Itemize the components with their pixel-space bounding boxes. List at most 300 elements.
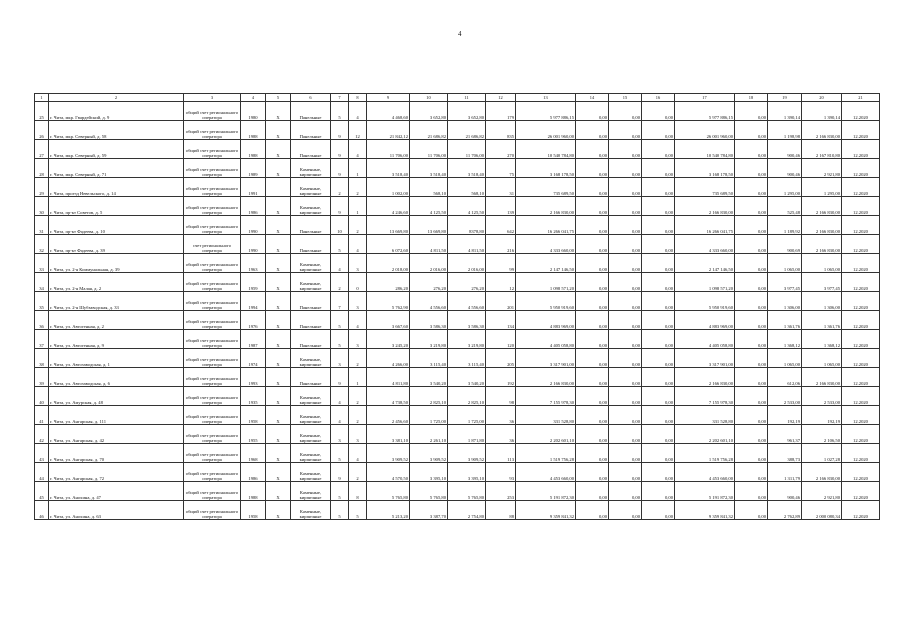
table-cell: 9 <box>331 121 349 140</box>
table-cell: 1 361,76 <box>802 311 842 330</box>
table-cell: 735 689,50 <box>516 178 576 197</box>
table-cell: 1988 <box>241 482 266 501</box>
table-cell: 1988 <box>241 121 266 140</box>
table-cell: Х <box>266 235 291 254</box>
table-cell: 28 <box>35 159 49 178</box>
table-cell: 0,00 <box>642 330 675 349</box>
table-cell: 12.2020 <box>842 368 880 387</box>
column-number: 8 <box>349 94 367 102</box>
table-cell: 7 155 978,30 <box>675 387 735 406</box>
table-cell: 4 333 660,00 <box>516 235 576 254</box>
column-number: 15 <box>609 94 642 102</box>
table-row <box>35 349 880 368</box>
table-cell: 0,00 <box>642 311 675 330</box>
column-number: 13 <box>516 94 576 102</box>
table-cell: 0,00 <box>609 330 642 349</box>
table-cell: 1987 <box>241 330 266 349</box>
table-cell: Х <box>266 349 291 368</box>
table-cell: общий счет регионального оператора <box>184 463 241 482</box>
table-cell: 0,00 <box>735 387 768 406</box>
table-cell: 4 811,50 <box>448 235 486 254</box>
table-cell: 12.2020 <box>842 159 880 178</box>
table-cell: 2 762,89 <box>768 501 802 520</box>
table-cell: 0,00 <box>642 197 675 216</box>
table-cell: 2 533,00 <box>768 387 802 406</box>
table-row <box>35 121 880 140</box>
table-cell: Панельные <box>291 102 331 121</box>
table-cell: г. Чита, ул. 2-я Коммунальная, д. 39 <box>49 254 184 273</box>
table-cell: 1 027,28 <box>802 444 842 463</box>
table-cell: 0,00 <box>642 406 675 425</box>
table-cell: 12.2020 <box>842 254 880 273</box>
table-cell: 0,00 <box>576 197 609 216</box>
table-cell: 4 <box>349 311 367 330</box>
table-cell: Каменные, кирпичные <box>291 444 331 463</box>
table-cell: 1 390,14 <box>802 102 842 121</box>
table-cell: 12 <box>349 121 367 140</box>
column-number: 3 <box>184 94 241 102</box>
table-cell: 7 <box>331 292 349 311</box>
table-cell: 0,00 <box>609 235 642 254</box>
table-cell: 2 456,60 <box>367 406 410 425</box>
table-cell: 10 540 784,80 <box>675 140 735 159</box>
table-cell: 0,00 <box>735 216 768 235</box>
table-cell: 0,00 <box>735 444 768 463</box>
register-table <box>34 93 880 520</box>
table-cell: 4 125,50 <box>448 197 486 216</box>
table-cell: 12.2020 <box>842 387 880 406</box>
table-cell: 276,20 <box>410 273 448 292</box>
table-row <box>35 216 880 235</box>
table-cell: 0,00 <box>609 121 642 140</box>
table-cell: общий счет регионального оператора <box>184 482 241 501</box>
table-cell: 1958 <box>241 501 266 520</box>
table-cell: 30 <box>35 197 49 216</box>
table-cell: общий счет регионального оператора <box>184 425 241 444</box>
table-cell: 2 106,50 <box>802 425 842 444</box>
table-cell: 5 950 919,60 <box>675 292 735 311</box>
table-cell: 0,00 <box>642 387 675 406</box>
table-cell: 2 167 810,80 <box>802 140 842 159</box>
table-cell: 5 977 886,15 <box>516 102 576 121</box>
table-cell: Х <box>266 292 291 311</box>
table-cell: 1968 <box>241 444 266 463</box>
table-cell: 5 <box>331 311 349 330</box>
table-cell: 11 706,00 <box>367 140 410 159</box>
table-cell: 1 306,00 <box>802 292 842 311</box>
table-cell: общий счет регионального оператора <box>184 292 241 311</box>
table-cell: 0,00 <box>642 368 675 387</box>
table-row <box>35 425 880 444</box>
table-cell: 0,00 <box>735 406 768 425</box>
table-cell: 4 125,50 <box>410 197 448 216</box>
table-cell: 2 <box>331 178 349 197</box>
table-cell: 331 528,80 <box>675 406 735 425</box>
table-cell: г. Чита, ул. Ангарская, д. 111 <box>49 406 184 425</box>
table-cell: 0,00 <box>735 197 768 216</box>
table-cell: 0,00 <box>609 463 642 482</box>
table-cell: 34 <box>35 273 49 292</box>
column-number: 14 <box>576 94 609 102</box>
table-cell: 4 405 058,80 <box>675 330 735 349</box>
table-cell: 12.2020 <box>842 216 880 235</box>
table-cell: 26 001 960,00 <box>516 121 576 140</box>
table-cell: 3 667,60 <box>367 311 410 330</box>
table-cell: 12.2020 <box>842 463 880 482</box>
table-row <box>35 444 880 463</box>
table-cell: 1986 <box>241 197 266 216</box>
table-cell: 0,00 <box>735 254 768 273</box>
table-row <box>35 501 880 520</box>
table-cell: Х <box>266 387 291 406</box>
table-cell: 0,00 <box>609 444 642 463</box>
table-cell: 0,00 <box>642 425 675 444</box>
table-cell: 9 359 841,32 <box>516 501 576 520</box>
table-cell: 2 166 830,00 <box>802 368 842 387</box>
table-cell: 2 166 830,00 <box>675 368 735 387</box>
table-cell: 1990 <box>241 235 266 254</box>
table-cell: 0,00 <box>609 482 642 501</box>
table-cell: 2 166 830,00 <box>516 197 576 216</box>
table-row <box>35 102 880 121</box>
table-cell: общий счет регионального оператора <box>184 501 241 520</box>
table-cell: 0,00 <box>609 501 642 520</box>
table-cell: 0,00 <box>609 159 642 178</box>
table-cell: 1991 <box>241 178 266 197</box>
table-cell: 1935 <box>241 387 266 406</box>
table-cell: 0,00 <box>642 292 675 311</box>
table-cell: 525,48 <box>768 197 802 216</box>
table-cell: 4 453 660,00 <box>516 463 576 482</box>
table-cell: 11 706,00 <box>448 140 486 159</box>
table-cell: 0,00 <box>735 140 768 159</box>
table-cell: 36 <box>35 311 49 330</box>
table-cell: 0,00 <box>576 216 609 235</box>
table-cell: 5 <box>331 444 349 463</box>
table-cell: 0,00 <box>609 273 642 292</box>
table-cell <box>266 178 291 197</box>
table-cell: 3 652,80 <box>410 102 448 121</box>
table-cell: 0,00 <box>735 501 768 520</box>
table-cell: Х <box>266 368 291 387</box>
table-cell: 3 652,80 <box>448 102 486 121</box>
column-number: 4 <box>241 94 266 102</box>
table-cell: г. Чита, пр-кт Фадеева, д. 39 <box>49 235 184 254</box>
table-cell: 21 842,12 <box>367 121 410 140</box>
table-cell: 6 072,60 <box>367 235 410 254</box>
table-cell: 3 <box>349 330 367 349</box>
table-cell: Каменные, кирпичные <box>291 463 331 482</box>
table-cell: 2 <box>349 463 367 482</box>
table-cell: общий счет регионального оператора <box>184 349 241 368</box>
table-cell: 12.2020 <box>842 311 880 330</box>
table-cell: 4 556,60 <box>410 292 448 311</box>
table-cell: 1989 <box>241 159 266 178</box>
table-cell: 16 266 041,75 <box>516 216 576 235</box>
table-cell: 2 166 830,00 <box>675 197 735 216</box>
table-cell: 192,19 <box>802 406 842 425</box>
table-cell: 5 <box>331 102 349 121</box>
table-cell: 3 <box>331 349 349 368</box>
table-cell: Х <box>266 406 291 425</box>
table-cell: 113 <box>486 444 516 463</box>
table-cell: 568,10 <box>410 178 448 197</box>
table-cell: 31 <box>35 216 49 235</box>
table-cell: 93 <box>486 463 516 482</box>
table-cell: 1 002,00 <box>367 178 410 197</box>
table-cell: 3 168 178,50 <box>675 159 735 178</box>
column-number: 19 <box>768 94 802 102</box>
table-cell: 0,00 <box>576 273 609 292</box>
table-cell: 0,00 <box>735 159 768 178</box>
table-cell: 5 950 919,60 <box>516 292 576 311</box>
table-cell: 4 <box>331 406 349 425</box>
table-cell: 12.2020 <box>842 482 880 501</box>
table-cell: 2 754,80 <box>448 501 486 520</box>
table-cell: 8 <box>349 482 367 501</box>
table-cell: 0,00 <box>735 368 768 387</box>
table-cell: 0,00 <box>576 159 609 178</box>
table-cell: 1 <box>349 368 367 387</box>
table-cell: 5 <box>349 501 367 520</box>
table-cell: 8378,80 <box>448 216 486 235</box>
table-cell: 0,00 <box>735 178 768 197</box>
table-cell: 4 883 969,00 <box>516 311 576 330</box>
table-cell: 33 <box>35 254 49 273</box>
table-cell: общий счет регионального оператора <box>184 121 241 140</box>
table-cell: 0,00 <box>576 444 609 463</box>
table-cell: 0,00 <box>642 273 675 292</box>
table-cell: 40 <box>35 387 49 406</box>
table-row <box>35 273 880 292</box>
table-cell: общий счет регионального оператора <box>184 406 241 425</box>
table-cell: 26 <box>35 121 49 140</box>
table-cell: 1 368,12 <box>802 330 842 349</box>
table-cell: 331 528,80 <box>516 406 576 425</box>
table-cell: 0,00 <box>576 140 609 159</box>
column-number: 6 <box>291 94 331 102</box>
table-cell: счет регионального оператора <box>184 235 241 254</box>
table-cell: Панельные <box>291 216 331 235</box>
table-cell: г. Чита, мкр. Северный, д. 58 <box>49 121 184 140</box>
table-cell: 961,37 <box>768 425 802 444</box>
table-cell: 0,00 <box>735 102 768 121</box>
table-cell: 4 468,60 <box>367 102 410 121</box>
table-cell: 12.2020 <box>842 444 880 463</box>
table-cell: 1 725,00 <box>448 406 486 425</box>
table-cell: Х <box>266 273 291 292</box>
table-row <box>35 387 880 406</box>
table-cell: 1 065,00 <box>768 349 802 368</box>
table-cell: 0,00 <box>609 197 642 216</box>
column-number: 20 <box>802 94 842 102</box>
table-cell: общий счет регионального оператора <box>184 368 241 387</box>
table-cell: 286,20 <box>367 273 410 292</box>
table-cell: Х <box>266 501 291 520</box>
table-cell: 0,00 <box>642 235 675 254</box>
table-cell: общий счет регионального оператора <box>184 311 241 330</box>
table-cell: 10 <box>331 216 349 235</box>
table-cell: 0,00 <box>609 425 642 444</box>
table-cell: Каменные, кирпичные <box>291 406 331 425</box>
table-cell: 29 <box>35 178 49 197</box>
table-cell: 216 <box>486 235 516 254</box>
table-cell: 900,46 <box>768 159 802 178</box>
table-cell: 0,00 <box>735 463 768 482</box>
table-cell: 3 977,45 <box>768 273 802 292</box>
table-cell: 1986 <box>241 463 266 482</box>
table-cell: 2 921,80 <box>802 482 842 501</box>
table-cell: 75 <box>486 159 516 178</box>
table-cell: Панельные <box>291 292 331 311</box>
table-cell: 0,00 <box>609 216 642 235</box>
table-cell: 12.2020 <box>842 425 880 444</box>
table-cell: 0,00 <box>576 463 609 482</box>
table-cell: 0,00 <box>735 349 768 368</box>
column-number: 17 <box>675 94 735 102</box>
table-cell: Х <box>266 311 291 330</box>
table-cell: 205 <box>486 349 516 368</box>
table-cell: 9 <box>331 463 349 482</box>
table-cell: 5 <box>331 501 349 520</box>
table-cell: 2 921,80 <box>802 159 842 178</box>
table-cell: г. Чита, ул. Анохина, д. 63 <box>49 501 184 520</box>
table-cell: Каменные, кирпичные <box>291 425 331 444</box>
table-cell: 0,00 <box>642 501 675 520</box>
table-cell: 1 295,00 <box>768 178 802 197</box>
table-cell: 31 <box>486 178 516 197</box>
table-cell: 1963 <box>241 254 266 273</box>
table-cell: 37 <box>35 330 49 349</box>
table-cell: 388,73 <box>768 444 802 463</box>
table-cell: 3 518,40 <box>448 159 486 178</box>
table-cell: 0,00 <box>576 387 609 406</box>
table-cell: 13 669,80 <box>410 216 448 235</box>
table-cell: 1980 <box>241 102 266 121</box>
table-cell: 0,00 <box>642 444 675 463</box>
table-cell: Каменные, кирпичные <box>291 254 331 273</box>
table-cell: 1988 <box>241 140 266 159</box>
table-cell: 179 <box>486 102 516 121</box>
table-cell: 1993 <box>241 368 266 387</box>
table-cell: 2 <box>349 387 367 406</box>
table-cell: 12.2020 <box>842 406 880 425</box>
table-cell: 0,00 <box>576 482 609 501</box>
table-cell: 0,00 <box>576 368 609 387</box>
table-cell: 612,06 <box>768 368 802 387</box>
table-cell: 88 <box>486 501 516 520</box>
table-row <box>35 406 880 425</box>
column-number: 10 <box>410 94 448 102</box>
table-row <box>35 330 880 349</box>
table-cell: 3 317 901,00 <box>516 349 576 368</box>
table-row <box>35 140 880 159</box>
table-cell: 0,00 <box>735 292 768 311</box>
table-cell: 2 166 830,00 <box>802 216 842 235</box>
table-cell: 26 001 960,00 <box>675 121 735 140</box>
table-cell: 4 556,60 <box>448 292 486 311</box>
table-cell: 5 <box>331 482 349 501</box>
table-cell: 45 <box>35 482 49 501</box>
table-cell: Х <box>266 102 291 121</box>
table-cell: Х <box>266 330 291 349</box>
table-cell: Каменные, кирпичные <box>291 501 331 520</box>
table-row <box>35 235 880 254</box>
table-cell: 0,00 <box>735 121 768 140</box>
table-row <box>35 197 880 216</box>
table-cell: 3 <box>349 425 367 444</box>
table-cell: 12.2020 <box>842 102 880 121</box>
table-cell: 0,00 <box>609 254 642 273</box>
table-cell: 3 115,40 <box>410 349 448 368</box>
table-cell: 4 <box>349 235 367 254</box>
table-cell: 3 219,80 <box>410 330 448 349</box>
table-cell: 10 540 784,80 <box>516 140 576 159</box>
table-cell: 2 533,00 <box>802 387 842 406</box>
table-cell: 1 065,00 <box>768 254 802 273</box>
table-cell: г. Чита, ул. Автозаводская, д. 1 <box>49 349 184 368</box>
table-cell: г. Чита, ул. 2-я Шубзаводская, д. 33 <box>49 292 184 311</box>
table-cell: 1976 <box>241 311 266 330</box>
table-cell: Панельные <box>291 235 331 254</box>
table-cell: 1 871,80 <box>448 425 486 444</box>
table-cell: общий счет регионального оператора <box>184 102 241 121</box>
table-cell: г. Чита, ул. Автогенная, д. 2 <box>49 311 184 330</box>
table-row <box>35 368 880 387</box>
table-row <box>35 482 880 501</box>
table-cell: 0 <box>349 273 367 292</box>
table-cell: 4 811,50 <box>410 235 448 254</box>
table-cell: 3 909,52 <box>448 444 486 463</box>
table-cell: 1 295,00 <box>802 178 842 197</box>
table-cell: 1 725,00 <box>410 406 448 425</box>
table-cell: 4 883 969,00 <box>675 311 735 330</box>
table-cell: Каменные, кирпичные <box>291 159 331 178</box>
table-cell: 4 333 660,00 <box>675 235 735 254</box>
table-cell: 35 <box>35 292 49 311</box>
table-cell: 0,00 <box>735 330 768 349</box>
table-row <box>35 311 880 330</box>
table-cell: 0,00 <box>576 178 609 197</box>
table-cell: 1 368,12 <box>768 330 802 349</box>
table-cell: 3 395,10 <box>410 463 448 482</box>
table-cell: 3 245,20 <box>367 330 410 349</box>
table-cell: 253 <box>486 482 516 501</box>
table-cell: 0,00 <box>609 178 642 197</box>
table-cell: 12.2020 <box>842 121 880 140</box>
table-cell: 3 387,70 <box>410 501 448 520</box>
table-cell: 3 909,52 <box>367 444 410 463</box>
table-cell: 0,00 <box>609 102 642 121</box>
table-cell: 0,00 <box>642 140 675 159</box>
table-cell: 1 098 571,20 <box>516 273 576 292</box>
table-cell: 1 <box>349 159 367 178</box>
table-cell: 2 <box>331 273 349 292</box>
table-cell: 1 198,98 <box>768 121 802 140</box>
table-cell: 835 <box>486 121 516 140</box>
table-cell: 2 <box>349 349 367 368</box>
table-cell: 13 669,80 <box>367 216 410 235</box>
table-cell: 0,00 <box>609 406 642 425</box>
table-cell: 99 <box>486 254 516 273</box>
table-cell: 44 <box>35 463 49 482</box>
table-cell: 46 <box>35 501 49 520</box>
page-number: 4 <box>458 30 462 38</box>
table-cell: г. Чита, мкр. Гвардейский, д. 9 <box>49 102 184 121</box>
table-cell: г. Чита, пр-кт Фадеева, д. 10 <box>49 216 184 235</box>
table-cell: 2 147 146,50 <box>516 254 576 273</box>
table-cell: 4 <box>349 140 367 159</box>
